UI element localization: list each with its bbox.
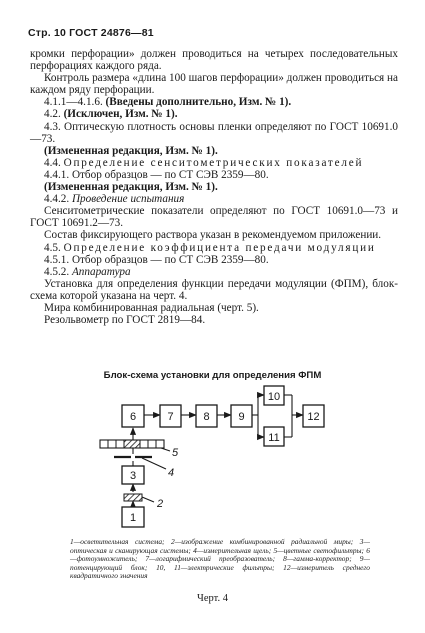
radial-target-image [124,494,142,501]
paragraph-segment: 4.1.1—4.1.6. [44,96,106,109]
paragraph: Контроль размера «длина 100 шагов перфорации» должен проводиться на каждом ряду перфорации. [30,72,398,97]
paragraph-segment: 4.5.2. [44,265,72,278]
page-header: Стр. 10 ГОСТ 24876—81 [28,27,154,39]
paragraph: Резольвометр по ГОСТ 2819—84. [44,314,206,327]
paragraph: кромки перфорации» должен проводиться на четырех последовательных перфорациях каждого ряда. [30,48,398,73]
paragraph-segment: (Измененная редакция, Изм. № 1). [44,144,218,157]
label-10: 10 [267,391,281,403]
label-7: 7 [167,411,174,423]
paragraph: Установка для определения функции передачи модуляции (ФПМ), блок-схема которой указана на черт. 4. [30,277,398,302]
paragraph-segment: Определение коэффициента передачи модуляции [63,241,376,254]
paragraph-segment: Аппаратура [71,265,131,278]
figure-label: Черт. 4 [197,593,228,604]
figure-caption: 1—осветительная система; 2—изображение комбинированной радиальной миры; 3—оптическая и сканирующая системы; 4—измерительная щель; 5—цветные светофильтры; 6—фотоумножитель; 7—логарифмический преобразователь; 8—гамма-корректор; 9—потенцирующий блок; 10, 11—электрические фильтры; 12—измеритель среднего квадратичного значения [70,537,370,581]
leader-2 [142,497,154,502]
label-4: 4 [167,467,175,479]
paragraph: Сенситометрические показатели определяют по ГОСТ 10691.0—73 и ГОСТ 10691.2—73. [30,205,398,230]
paragraph: Мира комбинированная радиальная (черт. 5). [44,301,259,314]
paragraph-segment: (Измененная редакция, Изм. № 1). [44,181,218,194]
label-11: 11 [268,432,280,444]
label-6: 6 [129,411,137,423]
paragraph-segment: (Исключен, Изм. № 1). [63,108,178,121]
label-5: 5 [171,447,179,459]
paragraph: 4.3. Оптическую плотность основы пленки определяют по ГОСТ 10691.0—73. [30,120,398,145]
paragraph-segment: Определение сенситометрических показателей [63,156,364,169]
label-2: 2 [156,498,164,510]
label-12: 12 [307,411,320,423]
paragraph-segment: 4.2. [44,108,64,121]
label-1: 1 [129,512,137,524]
paragraph-segment: Проведение испытания [71,193,185,206]
figure-title: Блок-схема установки для определения ФПМ [103,370,322,381]
paragraph-segment: (Введены дополнительно, Изм. № 1). [105,96,292,109]
paragraph-segment: 4.4. [44,156,64,169]
paragraph: 4.4.1. Отбор образцов — по СТ СЭВ 2359—80. [44,168,269,181]
paragraph-segment: 4.5. [44,241,64,254]
label-9: 9 [238,411,245,423]
label-3: 3 [129,470,137,482]
label-8: 8 [203,411,210,423]
paragraph: 4.5.1. Отбор образцов — по СТ СЭВ 2359—80. [44,253,269,266]
color-filters-strip [100,440,164,448]
paragraph: Состав фиксирующего раствора указан в рекомендуемом приложении. [44,229,382,242]
paragraph-segment: 4.4.2. [44,193,72,206]
leader-4 [142,458,166,469]
